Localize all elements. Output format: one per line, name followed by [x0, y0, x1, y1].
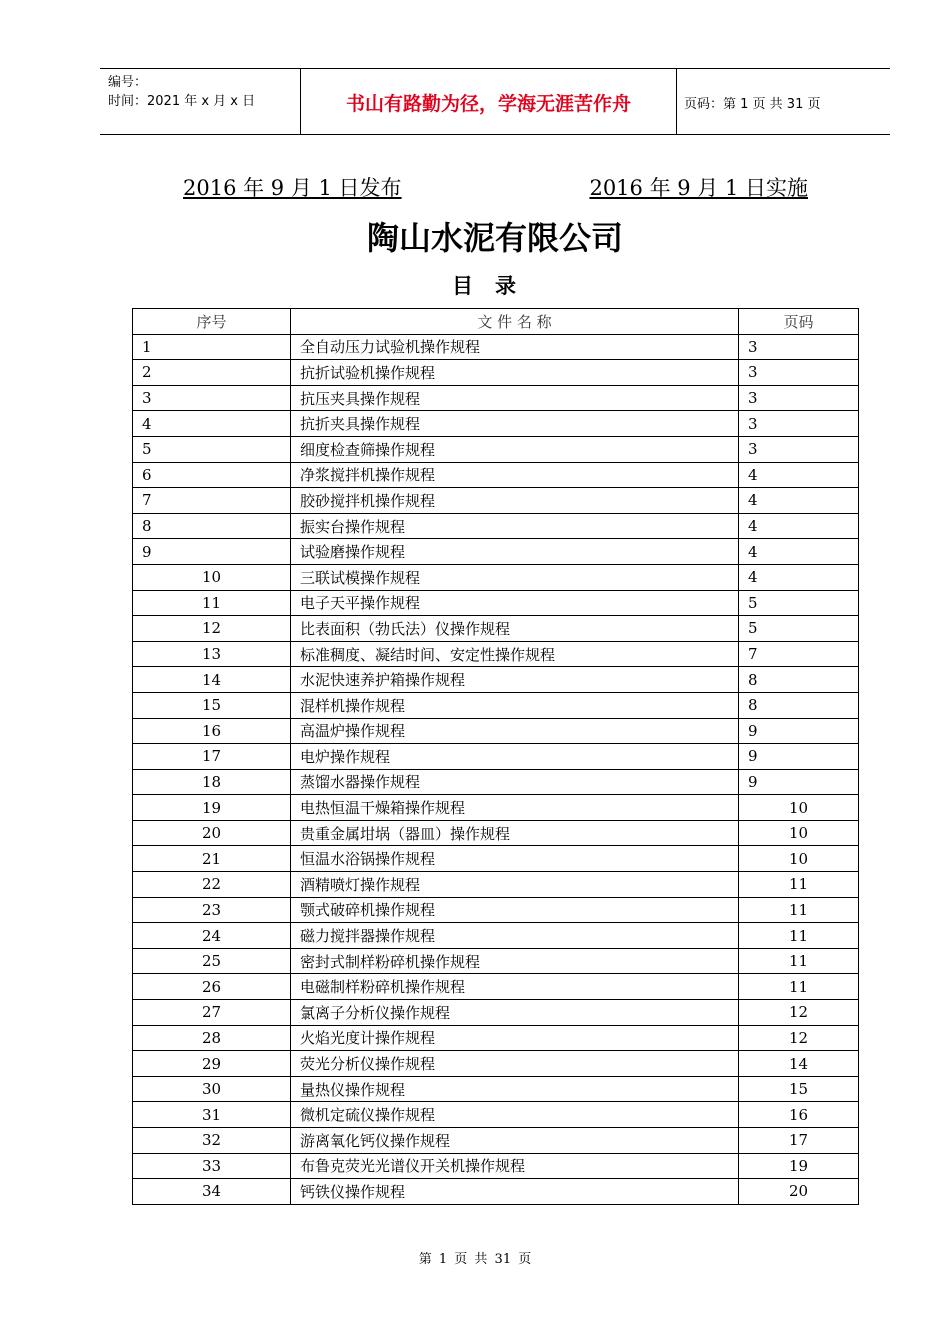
row-name: 全自动压力试验机操作规程	[291, 334, 739, 360]
row-page: 9	[739, 718, 859, 744]
row-page: 9	[739, 744, 859, 770]
header-cell-page: 页码	[739, 309, 859, 335]
row-number: 8	[133, 513, 291, 539]
table-row	[133, 1051, 859, 1077]
row-number: 13	[133, 641, 291, 667]
table-row	[133, 1000, 859, 1026]
row-number: 1	[133, 334, 291, 360]
row-name: 三联试模操作规程	[291, 564, 739, 590]
row-name: 蒸馏水器操作规程	[291, 769, 739, 795]
table-row	[133, 488, 859, 514]
row-number: 23	[133, 897, 291, 923]
table-row	[133, 692, 859, 718]
row-name: 氯离子分析仪操作规程	[291, 1000, 739, 1026]
table-row	[133, 948, 859, 974]
row-name: 净浆搅拌机操作规程	[291, 462, 739, 488]
row-page: 4	[739, 488, 859, 514]
row-page: 3	[739, 334, 859, 360]
row-number: 33	[133, 1153, 291, 1179]
row-number: 34	[133, 1179, 291, 1205]
row-page: 8	[739, 692, 859, 718]
row-number: 18	[133, 769, 291, 795]
row-name: 标准稠度、凝结时间、安定性操作规程	[291, 641, 739, 667]
row-number: 30	[133, 1076, 291, 1102]
row-page: 3	[739, 385, 859, 411]
row-page: 17	[739, 1128, 859, 1154]
row-name: 布鲁克荧光光谱仪开关机操作规程	[291, 1153, 739, 1179]
table-row	[133, 360, 859, 386]
row-name: 高温炉操作规程	[291, 718, 739, 744]
row-name: 抗折试验机操作规程	[291, 360, 739, 386]
table-row	[133, 334, 859, 360]
table-row	[133, 1128, 859, 1154]
row-page: 7	[739, 641, 859, 667]
row-number: 32	[133, 1128, 291, 1154]
header-cell-name: 文 件 名 称	[291, 309, 739, 335]
page-footer: 第 1 页 共 31 页	[418, 1252, 532, 1267]
row-number: 12	[133, 616, 291, 642]
table-row	[133, 769, 859, 795]
row-number: 20	[133, 820, 291, 846]
row-number: 24	[133, 923, 291, 949]
table-row	[133, 641, 859, 667]
row-page: 4	[739, 513, 859, 539]
table-header-row	[133, 309, 859, 335]
row-number: 29	[133, 1051, 291, 1077]
company-name: 陶山水泥有限公司	[366, 219, 623, 257]
header-page-label: 页码：第 1 页 共 31 页	[684, 97, 821, 112]
row-page: 3	[739, 436, 859, 462]
table-row	[133, 974, 859, 1000]
row-name: 细度检查筛操作规程	[291, 436, 739, 462]
row-number: 26	[133, 974, 291, 1000]
row-number: 28	[133, 1025, 291, 1051]
table-row	[133, 718, 859, 744]
row-number: 14	[133, 667, 291, 693]
row-page: 8	[739, 667, 859, 693]
table-row	[133, 513, 859, 539]
row-name: 混样机操作规程	[291, 692, 739, 718]
row-page: 10	[739, 846, 859, 872]
table-row	[133, 411, 859, 437]
row-name: 钙铁仪操作规程	[291, 1179, 739, 1205]
row-number: 21	[133, 846, 291, 872]
header-motto: 书山有路勤为径，学海无涯苦作舟	[345, 92, 631, 115]
table-row	[133, 1025, 859, 1051]
toc-table	[132, 308, 859, 1205]
release-date: 2016 年 9 月 1 日发布	[183, 176, 402, 200]
header-meta	[108, 73, 255, 111]
row-name: 恒温水浴锅操作规程	[291, 846, 739, 872]
row-page: 11	[739, 897, 859, 923]
table-row	[133, 923, 859, 949]
row-page: 15	[739, 1076, 859, 1102]
table-row	[133, 1076, 859, 1102]
row-name: 电热恒温干燥箱操作规程	[291, 795, 739, 821]
row-number: 19	[133, 795, 291, 821]
row-name: 水泥快速养护箱操作规程	[291, 667, 739, 693]
row-number: 11	[133, 590, 291, 616]
row-name: 电磁制样粉碎机操作规程	[291, 974, 739, 1000]
table-row	[133, 897, 859, 923]
row-number: 25	[133, 948, 291, 974]
row-number: 22	[133, 872, 291, 898]
table-row	[133, 744, 859, 770]
row-page: 11	[739, 974, 859, 1000]
table-row	[133, 436, 859, 462]
row-name: 抗压夹具操作规程	[291, 385, 739, 411]
row-name: 荧光分析仪操作规程	[291, 1051, 739, 1077]
row-page: 11	[739, 923, 859, 949]
table-row	[133, 872, 859, 898]
row-number: 15	[133, 692, 291, 718]
row-name: 密封式制样粉碎机操作规程	[291, 948, 739, 974]
toc-title: 目录	[452, 274, 538, 298]
date-line	[183, 172, 808, 202]
row-page: 3	[739, 360, 859, 386]
row-number: 7	[133, 488, 291, 514]
row-name: 游离氧化钙仪操作规程	[291, 1128, 739, 1154]
table-row	[133, 820, 859, 846]
row-page: 5	[739, 616, 859, 642]
row-page: 11	[739, 948, 859, 974]
row-name: 试验磨操作规程	[291, 539, 739, 565]
row-page: 5	[739, 590, 859, 616]
table-row	[133, 564, 859, 590]
row-name: 胶砂搅拌机操作规程	[291, 488, 739, 514]
table-row	[133, 590, 859, 616]
row-number: 17	[133, 744, 291, 770]
row-number: 3	[133, 385, 291, 411]
row-number: 10	[133, 564, 291, 590]
row-name: 颚式破碎机操作规程	[291, 897, 739, 923]
row-name: 振实台操作规程	[291, 513, 739, 539]
row-name: 抗折夹具操作规程	[291, 411, 739, 437]
row-number: 9	[133, 539, 291, 565]
row-name: 火焰光度计操作规程	[291, 1025, 739, 1051]
row-number: 27	[133, 1000, 291, 1026]
header-divider	[676, 69, 677, 135]
row-name: 电子天平操作规程	[291, 590, 739, 616]
row-page: 19	[739, 1153, 859, 1179]
header-cell-no: 序号	[133, 309, 291, 335]
row-number: 31	[133, 1102, 291, 1128]
row-number: 5	[133, 436, 291, 462]
table-row	[133, 616, 859, 642]
row-number: 2	[133, 360, 291, 386]
row-name: 比表面积（勃氏法）仪操作规程	[291, 616, 739, 642]
table-row	[133, 1179, 859, 1205]
row-name: 电炉操作规程	[291, 744, 739, 770]
table-row	[133, 1153, 859, 1179]
table-row	[133, 385, 859, 411]
row-page: 4	[739, 564, 859, 590]
row-name: 磁力搅拌器操作规程	[291, 923, 739, 949]
row-name: 酒精喷灯操作规程	[291, 872, 739, 898]
table-row	[133, 1102, 859, 1128]
row-page: 10	[739, 820, 859, 846]
row-page: 12	[739, 1025, 859, 1051]
table-row	[133, 539, 859, 565]
row-page: 12	[739, 1000, 859, 1026]
page-header	[100, 68, 890, 135]
row-page: 11	[739, 872, 859, 898]
table-row	[133, 462, 859, 488]
row-page: 20	[739, 1179, 859, 1205]
header-time-label: 时间：2021 年 x 月 x 日	[108, 94, 256, 109]
row-page: 9	[739, 769, 859, 795]
row-number: 4	[133, 411, 291, 437]
row-page: 14	[739, 1051, 859, 1077]
row-number: 16	[133, 718, 291, 744]
table-row	[133, 846, 859, 872]
row-name: 量热仪操作规程	[291, 1076, 739, 1102]
table-row	[133, 795, 859, 821]
row-number: 6	[133, 462, 291, 488]
row-page: 3	[739, 411, 859, 437]
row-name: 微机定硫仪操作规程	[291, 1102, 739, 1128]
row-name: 贵重金属坩埚（器皿）操作规程	[291, 820, 739, 846]
effective-date: 2016 年 9 月 1 日实施	[589, 176, 808, 200]
header-number-label: 编号：	[108, 75, 148, 90]
row-page: 4	[739, 539, 859, 565]
table-row	[133, 667, 859, 693]
row-page: 10	[739, 795, 859, 821]
row-page: 4	[739, 462, 859, 488]
row-page: 16	[739, 1102, 859, 1128]
